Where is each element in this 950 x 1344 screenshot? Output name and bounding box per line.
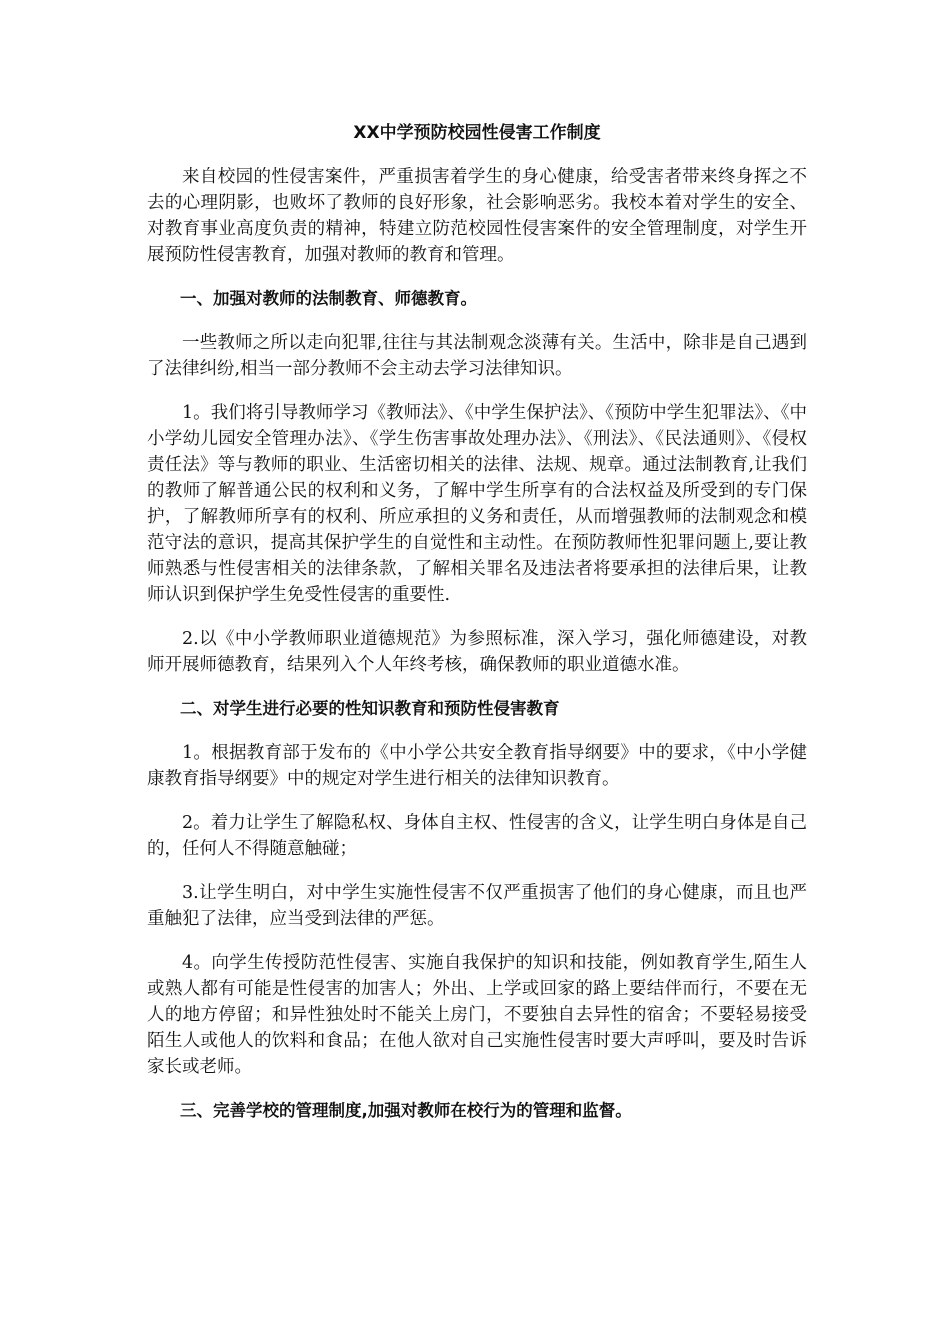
section-2-paragraph-2: 2。着力让学生了解隐私权、身体自主权、性侵害的含义，让学生明白身体是自己的，任何人不得随意触碰； (147, 813, 807, 859)
document-page (147, 120, 807, 1142)
section-1-paragraph-1: 一些教师之所以走向犯罪,往往与其法制观念淡薄有关。生活中，除非是自己遇到了法律纠纷,相当一部分教师不会主动去学习法律知识。 (147, 333, 807, 379)
document-title: XX中学预防校园性侵害工作制度 (353, 123, 601, 143)
section-2-paragraph-4: 4。向学生传授防范性侵害、实施自我保护的知识和技能，例如教育学生,陌生人或熟人都有可能是性侵害的加害人；外出、上学或回家的路上要结伴而行，不要在无人的地方停留；和异性独处时不能关上房门，不要独自去异性的宿舍；不要轻易接受陌生人或他人的饮料和食品；在他人欲对自己实施性侵害时要大声呼叫，要及时告诉家长或老师。 (147, 953, 807, 1077)
intro-paragraph: 来自校园的性侵害案件，严重损害着学生的身心健康，给受害者带来终身挥之不去的心理阴影，也败坏了教师的良好形象，社会影响恶劣。我校本着对学生的安全、对教育事业高度负责的精神，特建立防范校园性侵害案件的安全管理制度，对学生开展预防性侵害教育，加强对教师的教育和管理。 (147, 167, 807, 265)
section-1-heading: 一、加强对教师的法制教育、师德教育。 (180, 289, 477, 308)
section-2-paragraph-3: 3.让学生明白，对中学生实施性侵害不仅严重损害了他们的身心健康，而且也严重触犯了法律，应当受到法律的严惩。 (147, 883, 807, 929)
section-2-heading: 二、对学生进行必要的性知识教育和预防性侵害教育 (180, 699, 560, 718)
section-2-paragraph-1: 1。根据教育部于发布的《中小学公共安全教育指导纲要》中的要求，《中小学健康教育指导纲要》中的规定对学生进行相关的法律知识教育。 (147, 743, 807, 789)
section-1-paragraph-2: 1。我们将引导教师学习《教师法》、《中学生保护法》、《预防中学生犯罪法》、《中小学幼儿园安全管理办法》、《学生伤害事故处理办法》、《刑法》、《民法通则》、《侵权责任法》等与教师的职业、生活密切相关的法律、法规、规章。通过法制教育,让我们的教师了解普通公民的权利和义务，了解中学生所享有的合法权益及所受到的专门保护，了解教师所享有的权利、所应承担的义务和责任，从而增强教师的法制观念和模范守法的意识，提高其保护学生的自觉性和主动性。在预防教师性犯罪问题上,要让教师熟悉与性侵害相关的法律条款，了解相关罪名及违法者将要承担的法律后果，让教师认识到保护学生免受性侵害的重要性. (147, 403, 807, 605)
section-1-paragraph-3: 2.以《中小学教师职业道德规范》为参照标准，深入学习，强化师德建设，对教师开展师德教育，结果列入个人年终考核，确保教师的职业道德水准。 (147, 629, 807, 675)
section-3-heading: 三、完善学校的管理制度,加强对教师在校行为的管理和监督。 (180, 1101, 632, 1120)
